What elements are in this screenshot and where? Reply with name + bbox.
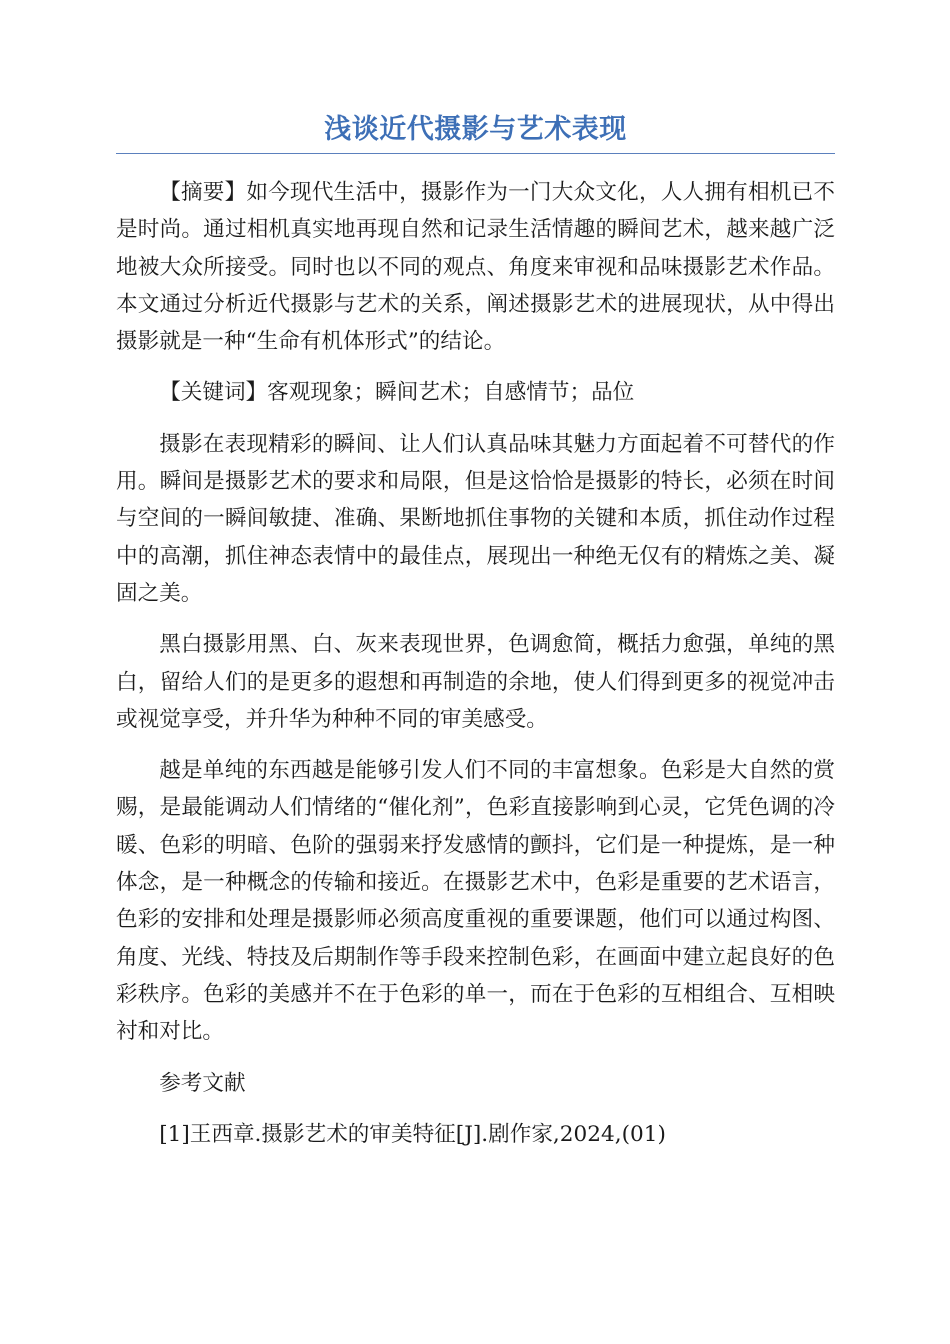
body-paragraph: 摄影在表现精彩的瞬间、让人们认真品味其魅力方面起着不可替代的作用。瞬间是摄影艺术的要求和局限，但是这恰恰是摄影的特长，必须在时间与空间的一瞬间敏捷、准确、果断地抓住事物的关键和本质，抓住动作过程中的高潮，抓住神态表情中的最佳点，展现出一种绝无仅有的精炼之美、凝固之美。 <box>116 431 835 606</box>
keywords-paragraph: 【关键词】客观现象；瞬间艺术；自感情节；品位 <box>159 380 635 406</box>
reference-item: [1]王西章.摄影艺术的审美特征[J].剧作家,2024,(01) <box>159 1121 666 1147</box>
document-title: 浅谈近代摄影与艺术表现 <box>116 110 835 154</box>
document-page <box>116 110 835 1153</box>
body-paragraph: 黑白摄影用黑、白、灰来表现世界，色调愈简，概括力愈强，单纯的黑白，留给人们的是更多的遐想和再制造的余地，使人们得到更多的视觉冲击或视觉享受，并升华为种种不同的审美感受。 <box>116 632 835 732</box>
body-paragraph: 越是单纯的东西越是能够引发人们不同的丰富想象。色彩是大自然的赏赐，是最能调动人们情绪的“催化剂”，色彩直接影响到心灵，它凭色调的冷暖、色彩的明暗、色阶的强弱来抒发感情的颤抖，它们是一种提炼，是一种体念，是一种概念的传输和接近。在摄影艺术中，色彩是重要的艺术语言，色彩的安排和处理是摄影师必须高度重视的重要课题，他们可以通过构图、角度、光线、特技及后期制作等手段来控制色彩，在画面中建立起良好的色彩秩序。色彩的美感并不在于色彩的单一，而在于色彩的互相组合、互相映衬和对比。 <box>116 758 835 1045</box>
abstract-paragraph: 【摘要】如今现代生活中，摄影作为一门大众文化，人人拥有相机已不是时尚。通过相机真实地再现自然和记录生活情趣的瞬间艺术，越来越广泛地被大众所接受。同时也以不同的观点、角度来审视和品味摄影艺术作品。本文通过分析近代摄影与艺术的关系，阐述摄影艺术的进展现状，从中得出摄影就是一种“生命有机体形式”的结论。 <box>116 180 835 355</box>
references-heading: 参考文献 <box>159 1070 246 1096</box>
